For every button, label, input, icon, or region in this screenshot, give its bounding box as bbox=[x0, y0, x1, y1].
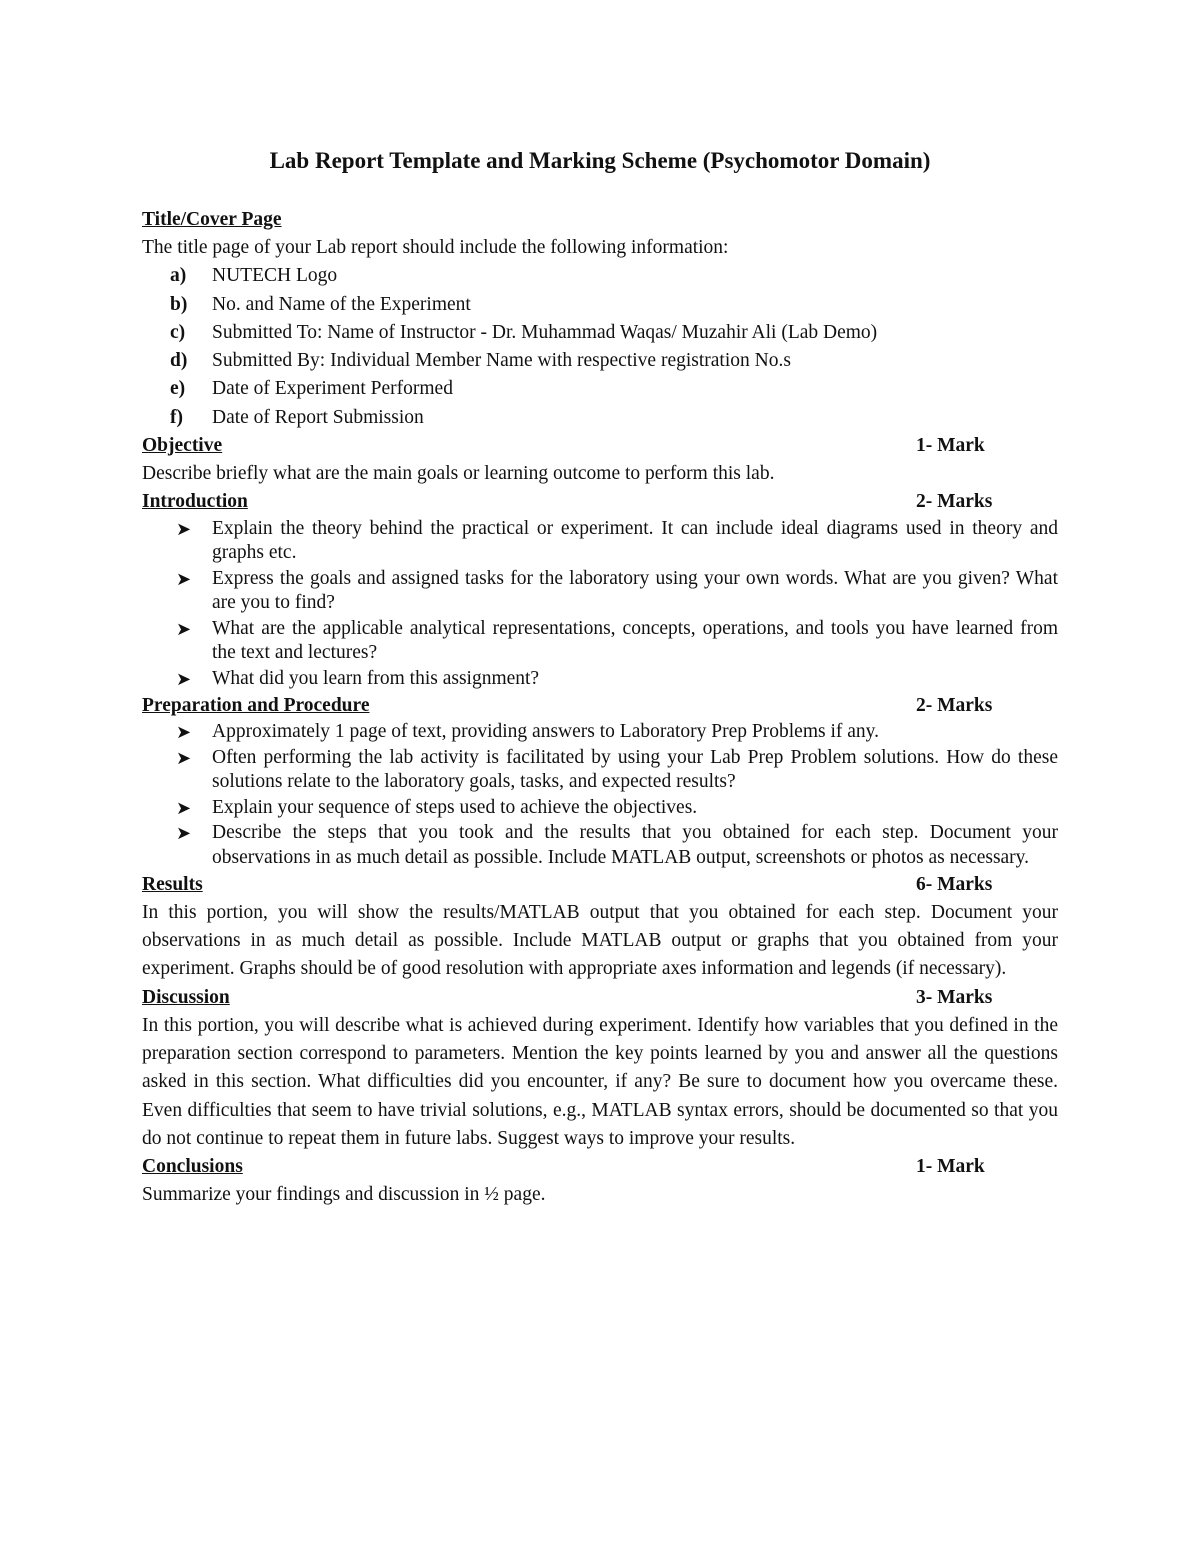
list-item bbox=[142, 262, 1058, 290]
list-label: e) bbox=[170, 378, 186, 400]
section-cover-header bbox=[142, 206, 1058, 234]
cover-intro: The title page of your Lab report should include the following information: bbox=[142, 237, 729, 258]
list-item bbox=[142, 375, 1058, 403]
section-heading-cover: Title/Cover Page bbox=[142, 209, 282, 230]
marks-preparation: 2- Marks bbox=[916, 694, 993, 716]
preparation-bullet-list bbox=[142, 720, 1058, 871]
cover-item-list bbox=[142, 262, 1058, 432]
list-text: Date of Report Submission bbox=[212, 406, 424, 428]
list-text: Describe the steps that you took and the results that you obtained for each step. Document your observations in as much detail as possible. Include MATLAB output, screenshots or photos as necessary. bbox=[212, 822, 1058, 868]
section-heading-objective: Objective bbox=[142, 435, 223, 457]
section-heading-preparation: Preparation and Procedure bbox=[142, 694, 370, 716]
list-item bbox=[142, 516, 1058, 566]
list-text: No. and Name of the Experiment bbox=[212, 293, 471, 315]
section-heading-results: Results bbox=[142, 873, 203, 895]
list-text: What did you learn from this assignment? bbox=[212, 667, 540, 689]
document-body bbox=[142, 206, 1058, 1210]
list-item bbox=[142, 566, 1058, 616]
list-item bbox=[142, 666, 1058, 692]
arrowhead-bullet-icon: ➤ bbox=[176, 568, 192, 589]
list-text: NUTECH Logo bbox=[212, 265, 338, 287]
list-text: Often performing the lab activity is facilitated by using your Lab Prep Problem solutions. How do these solutions relate to the laboratory goals, tasks, and expected results? bbox=[212, 746, 1058, 793]
section-heading-conclusions: Conclusions bbox=[142, 1156, 243, 1178]
list-item bbox=[142, 821, 1058, 871]
section-conclusions-header bbox=[142, 1153, 1058, 1181]
list-text: What are the applicable analytical representations, concepts, operations, and tools you have learned from the text and lectures? bbox=[212, 617, 1058, 664]
list-item bbox=[142, 291, 1058, 319]
arrowhead-bullet-icon: ➤ bbox=[176, 823, 192, 844]
list-text: Date of Experiment Performed bbox=[212, 378, 453, 400]
list-text: Express the goals and assigned tasks for the laboratory using your own words. What are you given? What are you to find? bbox=[212, 567, 1058, 614]
marks-discussion: 3- Marks bbox=[916, 986, 993, 1008]
list-item bbox=[142, 347, 1058, 375]
list-label: b) bbox=[170, 293, 188, 315]
section-objective-header bbox=[142, 432, 1058, 460]
section-results-header bbox=[142, 871, 1058, 899]
list-label: c) bbox=[170, 321, 186, 343]
marks-results: 6- Marks bbox=[916, 873, 993, 895]
list-label: a) bbox=[170, 265, 187, 287]
section-discussion-header bbox=[142, 984, 1058, 1012]
conclusions-text: Summarize your findings and discussion in ½ page. bbox=[142, 1184, 546, 1206]
list-text: Submitted To: Name of Instructor - Dr. Muhammad Waqas/ Muzahir Ali (Lab Demo) bbox=[212, 321, 878, 343]
arrowhead-bullet-icon: ➤ bbox=[176, 618, 192, 639]
section-introduction-header bbox=[142, 488, 1058, 516]
introduction-bullet-list bbox=[142, 516, 1058, 692]
arrowhead-bullet-icon: ➤ bbox=[176, 722, 192, 743]
list-item bbox=[142, 745, 1058, 795]
list-item bbox=[142, 319, 1058, 347]
list-text: Explain your sequence of steps used to achieve the objectives. bbox=[212, 796, 698, 818]
section-preparation-header bbox=[142, 692, 1058, 720]
results-text: In this portion, you will show the results/MATLAB output that you obtained for each step. Document your observations in as much detail as possible. Include MATLAB output or graphs that you obtained from your experiment. Graphs should be of good resolution with appropriate axes information and legends (if necessary). bbox=[142, 901, 1058, 980]
list-item bbox=[142, 720, 1058, 746]
list-item bbox=[142, 616, 1058, 666]
discussion-text: In this portion, you will describe what is achieved during experiment. Identify how variables that you defined in the preparation section correspond to parameters. Mention the key points learned by you and answer all the questions asked in this section. What difficulties did you encounter, if any? Be sure to document how you overcame these. Even difficulties that seem to have trivial solutions, e.g., MATLAB syntax errors, should be documented so that you do not continue to repeat them in future labs. Suggest ways to improve your results. bbox=[142, 1014, 1058, 1149]
list-item bbox=[142, 795, 1058, 821]
list-text: Submitted By: Individual Member Name with respective registration No.s bbox=[212, 350, 791, 372]
arrowhead-bullet-icon: ➤ bbox=[176, 797, 192, 818]
page-title: Lab Report Template and Marking Scheme (Psychomotor Domain) bbox=[269, 148, 931, 173]
marks-objective: 1- Mark bbox=[916, 435, 985, 457]
marks-introduction: 2- Marks bbox=[916, 491, 993, 513]
objective-text: Describe briefly what are the main goals or learning outcome to perform this lab. bbox=[142, 463, 775, 485]
arrowhead-bullet-icon: ➤ bbox=[176, 518, 192, 539]
list-label: f) bbox=[170, 406, 183, 428]
list-text: Explain the theory behind the practical or experiment. It can include ideal diagrams used in theory and graphs etc. bbox=[212, 517, 1058, 564]
arrowhead-bullet-icon: ➤ bbox=[176, 747, 192, 768]
list-item bbox=[142, 404, 1058, 432]
arrowhead-bullet-icon: ➤ bbox=[176, 668, 192, 689]
list-text: Approximately 1 page of text, providing answers to Laboratory Prep Problems if any. bbox=[212, 721, 879, 743]
section-heading-discussion: Discussion bbox=[142, 986, 230, 1008]
list-label: d) bbox=[170, 350, 188, 372]
marks-conclusions: 1- Mark bbox=[916, 1156, 985, 1178]
section-heading-introduction: Introduction bbox=[142, 491, 248, 513]
